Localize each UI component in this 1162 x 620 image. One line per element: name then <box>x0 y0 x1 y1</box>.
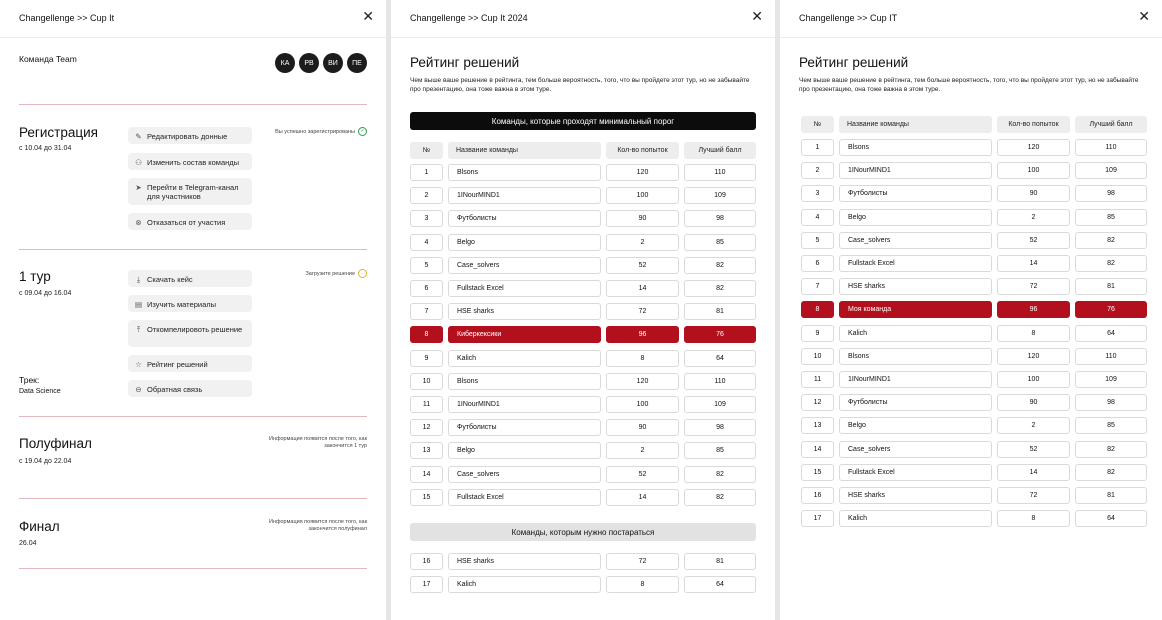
cell-best-score: 76 <box>684 326 756 343</box>
button-label: Рейтинг решений <box>147 360 208 369</box>
button-label: Перейти в Telegram-канал для участников <box>147 183 239 201</box>
cell-best-score: 82 <box>684 466 756 483</box>
rating-button[interactable] <box>128 355 252 372</box>
panel-header <box>391 0 775 38</box>
registration-title: Регистрация <box>19 125 98 140</box>
cell-tries: 8 <box>606 576 679 593</box>
cell-tries: 100 <box>606 396 679 413</box>
table-row <box>410 350 756 367</box>
cell-team-name: HSE sharks <box>839 278 992 295</box>
table-row <box>801 371 1147 388</box>
cell-team-name: Fullstack Excel <box>839 464 992 481</box>
cell-number: 11 <box>801 371 834 388</box>
button-label: Изменить состав команды <box>147 158 240 167</box>
cell-number: 14 <box>410 466 443 483</box>
table-row <box>801 394 1147 411</box>
telegram-icon: ➤ <box>135 183 142 192</box>
table-row <box>801 441 1147 458</box>
registration-status <box>275 127 367 136</box>
cell-team-name: Blsons <box>448 373 601 390</box>
table-row <box>410 576 756 593</box>
cell-number: 5 <box>801 232 834 249</box>
close-icon[interactable]: ✕ <box>362 8 374 24</box>
cell-best-score: 64 <box>1075 510 1147 527</box>
download-icon: ⤓ <box>136 275 141 284</box>
feedback-icon: ⊖ <box>135 385 142 394</box>
cell-number: 17 <box>410 576 443 593</box>
cell-tries: 8 <box>997 325 1070 342</box>
cell-team-name: 1INourMIND1 <box>839 371 992 388</box>
cell-number: 10 <box>410 373 443 390</box>
check-icon: ✓ <box>358 127 367 136</box>
cell-best-score: 98 <box>1075 185 1147 202</box>
col-header-team: Название команды <box>448 142 601 159</box>
button-label: Отказаться от участия <box>147 218 226 227</box>
feedback-button[interactable] <box>128 380 252 397</box>
cell-number: 14 <box>801 441 834 458</box>
semifinal-status: Информация появится после того, как закончится 1 тур <box>268 436 367 449</box>
cell-best-score: 109 <box>1075 162 1147 179</box>
cell-tries: 52 <box>997 232 1070 249</box>
cell-number: 12 <box>410 419 443 436</box>
cell-number: 5 <box>410 257 443 274</box>
track-title: Трек: <box>19 375 40 385</box>
cell-team-name: Case_solvers <box>839 232 992 249</box>
cell-best-score: 81 <box>684 303 756 320</box>
cell-best-score: 98 <box>684 210 756 227</box>
button-label: Обратная связь <box>147 385 203 394</box>
cancel-icon: ⊗ <box>135 218 142 227</box>
table-row <box>410 553 756 570</box>
cell-tries: 100 <box>606 187 679 204</box>
table-row <box>410 257 756 274</box>
cell-team-name: Футболисты <box>448 210 601 227</box>
cell-tries: 72 <box>606 553 679 570</box>
cell-team-name: Case_solvers <box>448 257 601 274</box>
cell-team-name: Футболисты <box>839 394 992 411</box>
rating-description: Чем выше ваше решение в рейтинга, тем больше вероятность, того, что вы пройдете этот тур, но не забывайте про презентацию, она тоже важна в этом туре. <box>410 77 750 93</box>
cell-tries: 120 <box>606 164 679 181</box>
cell-number: 13 <box>410 442 443 459</box>
final-status: Информация появится после того, как закончится полуфинал <box>268 519 367 532</box>
cell-tries: 2 <box>997 417 1070 434</box>
final-title: Финал <box>19 519 60 534</box>
divider <box>19 104 367 105</box>
registration-dates: с 10.04 до 31.04 <box>19 145 72 152</box>
cell-number: 16 <box>801 487 834 504</box>
cell-team-name: Case_solvers <box>839 441 992 458</box>
avatar[interactable]: КА <box>275 53 295 73</box>
avatar[interactable]: РВ <box>299 53 319 73</box>
cell-team-name: Fullstack Excel <box>839 255 992 272</box>
table-header <box>410 142 756 159</box>
cell-best-score: 82 <box>1075 255 1147 272</box>
round1-status <box>305 269 367 278</box>
cell-team-name: HSE sharks <box>448 303 601 320</box>
cell-number: 17 <box>801 510 834 527</box>
cell-best-score: 85 <box>1075 209 1147 226</box>
cell-team-name: Kalich <box>839 510 992 527</box>
cell-tries: 14 <box>606 280 679 297</box>
cell-number: 6 <box>801 255 834 272</box>
cell-tries: 2 <box>997 209 1070 226</box>
col-header-team: Название команды <box>839 116 992 133</box>
cell-tries: 14 <box>997 255 1070 272</box>
panel-header <box>0 0 386 38</box>
rating-panel <box>780 0 1162 620</box>
rating-heading: Рейтинг решений <box>410 55 520 70</box>
cell-team-name: 1INourMIND1 <box>839 162 992 179</box>
button-label: Откомпелировоть решение <box>147 325 243 334</box>
cell-number: 7 <box>801 278 834 295</box>
cell-tries: 90 <box>606 419 679 436</box>
cell-tries: 2 <box>606 234 679 251</box>
cell-number: 9 <box>801 325 834 342</box>
cell-tries: 96 <box>606 326 679 343</box>
cell-best-score: 81 <box>1075 487 1147 504</box>
cell-tries: 72 <box>997 487 1070 504</box>
table-row <box>801 185 1147 202</box>
cell-number: 4 <box>410 234 443 251</box>
cell-team-name: Футболисты <box>839 185 992 202</box>
semifinal-title: Полуфинал <box>19 436 92 451</box>
document-icon: ▤ <box>134 300 143 309</box>
cell-number: 8 <box>801 301 834 318</box>
round1-dates: с 09.04 до 16.04 <box>19 290 72 297</box>
table-row <box>801 232 1147 249</box>
button-label: Скачать кейс <box>147 275 193 284</box>
table-row <box>801 325 1147 342</box>
cell-team-name: Fullstack Excel <box>448 280 601 297</box>
table-row <box>801 162 1147 179</box>
avatar[interactable]: ПЕ <box>347 53 367 73</box>
pending-icon: … <box>360 270 365 276</box>
cell-tries: 2 <box>606 442 679 459</box>
rating-heading: Рейтинг решений <box>799 55 909 70</box>
round1-status-text: Загрузите решение <box>305 270 355 277</box>
cell-number: 8 <box>410 326 443 343</box>
cell-best-score: 109 <box>684 396 756 413</box>
cell-tries: 14 <box>997 464 1070 481</box>
upload-icon: ⤒ <box>136 325 141 334</box>
telegram-button[interactable] <box>128 178 252 205</box>
button-label: Редактировать донные <box>147 132 228 141</box>
cell-number: 12 <box>801 394 834 411</box>
col-header-tries: Кол-во попыток <box>606 142 679 159</box>
cell-team-name: Футболисты <box>448 419 601 436</box>
cell-best-score: 82 <box>1075 441 1147 458</box>
cell-best-score: 64 <box>684 576 756 593</box>
cell-tries: 120 <box>997 348 1070 365</box>
cell-team-name: Fullstack Excel <box>448 489 601 506</box>
cell-tries: 90 <box>606 210 679 227</box>
table-row <box>801 348 1147 365</box>
cell-team-name: Belgo <box>448 234 601 251</box>
cell-number: 3 <box>801 185 834 202</box>
cell-tries: 8 <box>997 510 1070 527</box>
cell-best-score: 81 <box>1075 278 1147 295</box>
cell-tries: 52 <box>997 441 1070 458</box>
semifinal-dates: с 19.04 до 22.04 <box>19 458 72 465</box>
cell-number: 2 <box>410 187 443 204</box>
cell-number: 10 <box>801 348 834 365</box>
cell-team-name: Blsons <box>448 164 601 181</box>
breadcrumb[interactable]: Changellenge >> Cup IT <box>799 13 898 23</box>
cell-number: 9 <box>410 350 443 367</box>
user-icon: ⚇ <box>135 158 142 167</box>
cell-team-name: HSE sharks <box>839 487 992 504</box>
col-header-number: № <box>410 142 443 159</box>
needs-effort-banner: Команды, которым нужно постараться <box>410 523 756 541</box>
cell-number: 2 <box>801 162 834 179</box>
table-row <box>410 442 756 459</box>
table-row <box>410 466 756 483</box>
rating-panel-2024 <box>391 0 775 620</box>
cell-best-score: 110 <box>1075 139 1147 156</box>
cell-tries: 120 <box>997 139 1070 156</box>
cell-best-score: 81 <box>684 553 756 570</box>
cell-tries: 52 <box>606 466 679 483</box>
table-row <box>410 234 756 251</box>
materials-button[interactable] <box>128 295 252 312</box>
cell-best-score: 110 <box>1075 348 1147 365</box>
cell-tries: 100 <box>997 371 1070 388</box>
cell-best-score: 110 <box>684 373 756 390</box>
table-row <box>410 373 756 390</box>
cell-best-score: 82 <box>684 257 756 274</box>
table-row <box>801 417 1147 434</box>
cell-best-score: 109 <box>684 187 756 204</box>
col-header-best: Лучший балл <box>1075 116 1147 133</box>
cell-team-name: Моя команда <box>839 301 992 318</box>
breadcrumb[interactable]: Changellenge >> Cup It 2024 <box>410 13 528 23</box>
cell-number: 16 <box>410 553 443 570</box>
avatar[interactable]: ВИ <box>323 53 343 73</box>
table-row-current-team <box>801 301 1147 318</box>
cell-best-score: 82 <box>1075 232 1147 249</box>
cell-team-name: 1INourMIND1 <box>448 187 601 204</box>
button-label: Изучить материалы <box>147 300 217 309</box>
star-icon: ☆ <box>135 360 142 369</box>
round1-title: 1 тур <box>19 269 51 284</box>
breadcrumb[interactable]: Changellenge >> Cup It <box>19 13 115 23</box>
cell-best-score: 82 <box>684 280 756 297</box>
col-header-number: № <box>801 116 834 133</box>
cell-team-name: Case_solvers <box>448 466 601 483</box>
cell-best-score: 82 <box>1075 464 1147 481</box>
cell-tries: 90 <box>997 394 1070 411</box>
divider <box>19 249 367 250</box>
cell-best-score: 76 <box>1075 301 1147 318</box>
cell-best-score: 85 <box>684 442 756 459</box>
panel-header <box>780 0 1162 38</box>
withdraw-button[interactable] <box>128 213 252 230</box>
table-row <box>410 489 756 506</box>
cell-number: 6 <box>410 280 443 297</box>
cell-number: 13 <box>801 417 834 434</box>
table-row <box>410 396 756 413</box>
cell-tries: 120 <box>606 373 679 390</box>
edit-data-button[interactable] <box>128 127 252 144</box>
cell-tries: 96 <box>997 301 1070 318</box>
track-value: Data Science <box>19 388 61 395</box>
cell-team-name: Belgo <box>839 209 992 226</box>
table-row <box>410 210 756 227</box>
edit-team-button[interactable] <box>128 153 252 170</box>
cell-tries: 90 <box>997 185 1070 202</box>
cell-number: 3 <box>410 210 443 227</box>
team-avatars <box>275 53 367 73</box>
cell-best-score: 64 <box>684 350 756 367</box>
cell-tries: 8 <box>606 350 679 367</box>
table-row <box>801 255 1147 272</box>
table-row <box>801 464 1147 481</box>
divider <box>19 416 367 417</box>
table-row-current-team <box>410 326 756 343</box>
cell-tries: 72 <box>606 303 679 320</box>
table-row <box>410 187 756 204</box>
cell-team-name: Belgo <box>839 417 992 434</box>
pass-threshold-banner: Команды, которые проходят минимальный порог <box>410 112 756 130</box>
download-case-button[interactable] <box>128 270 252 287</box>
cell-best-score: 109 <box>1075 371 1147 388</box>
cell-team-name: Belgo <box>448 442 601 459</box>
team-name: Команда Team <box>19 54 77 64</box>
cell-team-name: Kalich <box>448 350 601 367</box>
cell-team-name: Kalich <box>448 576 601 593</box>
table-header <box>801 116 1147 133</box>
cell-number: 15 <box>410 489 443 506</box>
cell-team-name: Blsons <box>839 348 992 365</box>
cell-team-name: 1INourMIND1 <box>448 396 601 413</box>
compile-solution-button[interactable] <box>128 320 252 347</box>
rating-description: Чем выше ваше решение в рейтинга, тем больше вероятность, того, что вы пройдете этот тур, но не забывайте про презентацию, она тоже важна в этом туре. <box>799 77 1139 93</box>
table-row <box>801 510 1147 527</box>
close-icon[interactable]: ✕ <box>751 8 763 24</box>
cell-tries: 14 <box>606 489 679 506</box>
cell-team-name: Киберкексики <box>448 326 601 343</box>
table-row <box>801 487 1147 504</box>
divider <box>19 568 367 569</box>
table-row <box>410 303 756 320</box>
table-row <box>801 278 1147 295</box>
cell-number: 11 <box>410 396 443 413</box>
cell-number: 15 <box>801 464 834 481</box>
cell-best-score: 82 <box>684 489 756 506</box>
table-row <box>801 139 1147 156</box>
cell-best-score: 85 <box>684 234 756 251</box>
col-header-best: Лучший балл <box>684 142 756 159</box>
table-row <box>410 280 756 297</box>
registration-status-text: Вы успешно зарегистрированы <box>275 128 355 135</box>
cell-team-name: Blsons <box>839 139 992 156</box>
final-dates: 26.04 <box>19 540 37 547</box>
cell-number: 4 <box>801 209 834 226</box>
divider <box>19 498 367 499</box>
pencil-icon: ✎ <box>135 132 142 141</box>
cell-best-score: 64 <box>1075 325 1147 342</box>
table-row <box>410 164 756 181</box>
team-panel <box>0 0 386 620</box>
close-icon[interactable]: ✕ <box>1138 8 1150 24</box>
cell-tries: 100 <box>997 162 1070 179</box>
cell-best-score: 110 <box>684 164 756 181</box>
cell-team-name: Kalich <box>839 325 992 342</box>
cell-tries: 72 <box>997 278 1070 295</box>
cell-team-name: HSE sharks <box>448 553 601 570</box>
col-header-tries: Кол-во попыток <box>997 116 1070 133</box>
cell-number: 1 <box>801 139 834 156</box>
cell-number: 1 <box>410 164 443 181</box>
cell-best-score: 85 <box>1075 417 1147 434</box>
table-row <box>410 419 756 436</box>
cell-best-score: 98 <box>1075 394 1147 411</box>
cell-best-score: 98 <box>684 419 756 436</box>
table-row <box>801 209 1147 226</box>
cell-number: 7 <box>410 303 443 320</box>
cell-tries: 52 <box>606 257 679 274</box>
